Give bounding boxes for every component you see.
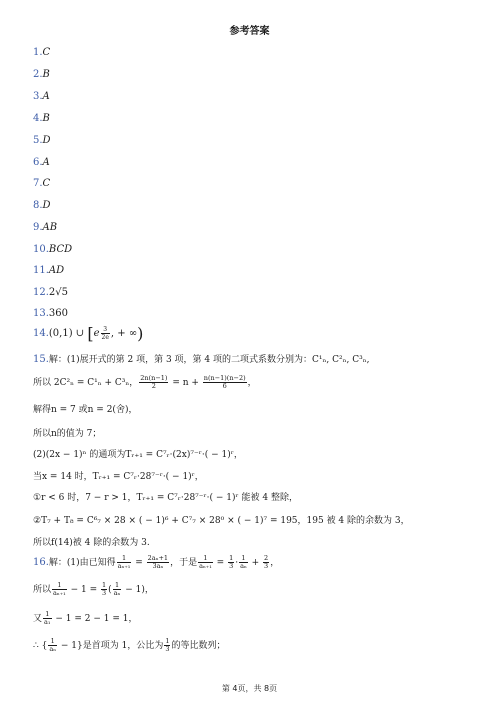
solution-16-line-3: 又 $\frac{1}{\text{a₁}}$ − 1 = 2 − 1 = 1，	[33, 610, 138, 626]
answer-number: 11.	[33, 265, 49, 276]
answer-10	[33, 244, 72, 255]
answer-number: 14.	[33, 328, 49, 339]
solution-15-line-8: ②T₇ + T₈ = C⁶₇ × 28 × ( − 1)⁶ + C⁷₇ × 28⁰ × ( − 1)⁷ = 195，195 被 4 除的余数为 3，	[33, 516, 410, 526]
answer-number: 6.	[33, 157, 43, 168]
answer-7	[33, 178, 50, 189]
answer-value: D	[42, 200, 51, 211]
answer-number: 10.	[33, 244, 49, 255]
solution-15-line-4: 所以n的值为 7；	[33, 429, 102, 439]
solution-15-line-9: 所以f(14)被 4 除的余数为 3.	[33, 538, 150, 548]
answer-5	[33, 135, 51, 146]
page-footer: 第 4页，共 8页	[221, 684, 278, 693]
solution-15-line-3: 解得n = 7 或n = 2(舍)，	[33, 405, 138, 415]
answer-value: 360	[48, 308, 68, 319]
answer-number: 12.	[33, 287, 49, 298]
answer-number: 2.	[33, 69, 43, 80]
solution-15-line-7: ①r < 6 时，7 − r > 1，Tᵣ₊₁ = C⁷ᵣ·28⁷⁻ʳ·( − 1)ʳ 能被 4 整除，	[33, 493, 298, 503]
answer-value: AB	[42, 222, 58, 233]
answer-value: B	[42, 69, 50, 80]
answer-13	[33, 308, 68, 319]
answer-number: 7.	[33, 178, 43, 189]
answer-1	[33, 47, 50, 58]
answer-number: 5.	[33, 135, 43, 146]
solution-16-line-2: 所以 $\frac{1}{\text{aₙ₊₁}}$ − 1 = $\frac{1}{3}$ ( $\frac{1}{\text{aₙ}}$ − 1)，	[33, 581, 154, 597]
answer-number: 13.	[33, 308, 49, 319]
answer-8	[33, 200, 51, 211]
answer-number: 9.	[33, 222, 43, 233]
solution-15-line-1: 15.解：(1)展开式的第 2 项，第 3 项，第 4 项的二项式系数分别为：C¹ₙ, C²ₙ, C³ₙ,	[33, 354, 370, 365]
answer-number: 1.	[33, 47, 43, 58]
solution-15-line-2: 所以 2C²ₙ = C¹ₙ + C³ₙ， $\frac{2n(n-1)}{2}$ = n + $\frac{n(n-1)(n-2)}{6}$ ，	[33, 374, 257, 390]
answer-9	[33, 222, 57, 233]
solution-16-line-1: 16.解：(1)由已知得 $\frac{1}{\text{aₙ₊₁}}$ = $\frac{\text{2aₙ+1}}{\text{3aₙ}}$ ，于是 $\frac{1}{\text{aₙ₊₁}}$ = $\frac{1}{3}$ · $\frac{1}{\text{aₙ}}$ + $\frac{2}{3}$ ，	[33, 554, 280, 570]
solution-15-line-6: 当x = 14 时，Tᵣ₊₁ = C⁷ᵣ·28⁷⁻ʳ·( − 1)ʳ，	[33, 472, 204, 482]
answer-value: A	[42, 91, 50, 102]
solution-16-line-4: ∴ { $\frac{1}{\text{aₙ}}$ − 1}是首项为 1，公比为 $\frac{1}{3}$ 的等比数列；	[33, 637, 226, 653]
answer-number: 3.	[33, 91, 43, 102]
answer-number: 8.	[33, 200, 43, 211]
answer-value: 2√5	[48, 287, 69, 298]
answer-value: A	[42, 157, 50, 168]
answer-value: BCD	[48, 244, 73, 255]
answer-6	[33, 157, 50, 168]
solution-15-line-5: (2)(2x − 1)ⁿ 的通项为Tᵣ₊₁ = C⁷ᵣ·(2x)⁷⁻ʳ·( − 1)ʳ，	[33, 450, 243, 460]
answer-value: C	[42, 47, 51, 58]
answer-value: D	[42, 135, 51, 146]
answer-2	[33, 69, 50, 80]
page-title: 参考答案	[229, 26, 270, 37]
answer-4	[33, 113, 50, 124]
answer-3	[33, 91, 50, 102]
answer-number: 4.	[33, 113, 43, 124]
answer-value: B	[42, 113, 50, 124]
answer-value: C	[42, 178, 51, 189]
answer-value: AD	[48, 265, 65, 276]
answer-12	[33, 287, 68, 298]
answer-11	[33, 265, 64, 276]
answer-14: 14.(0,1) ∪ [e $\frac{3}{2e}$ , + ∞)	[33, 324, 144, 343]
